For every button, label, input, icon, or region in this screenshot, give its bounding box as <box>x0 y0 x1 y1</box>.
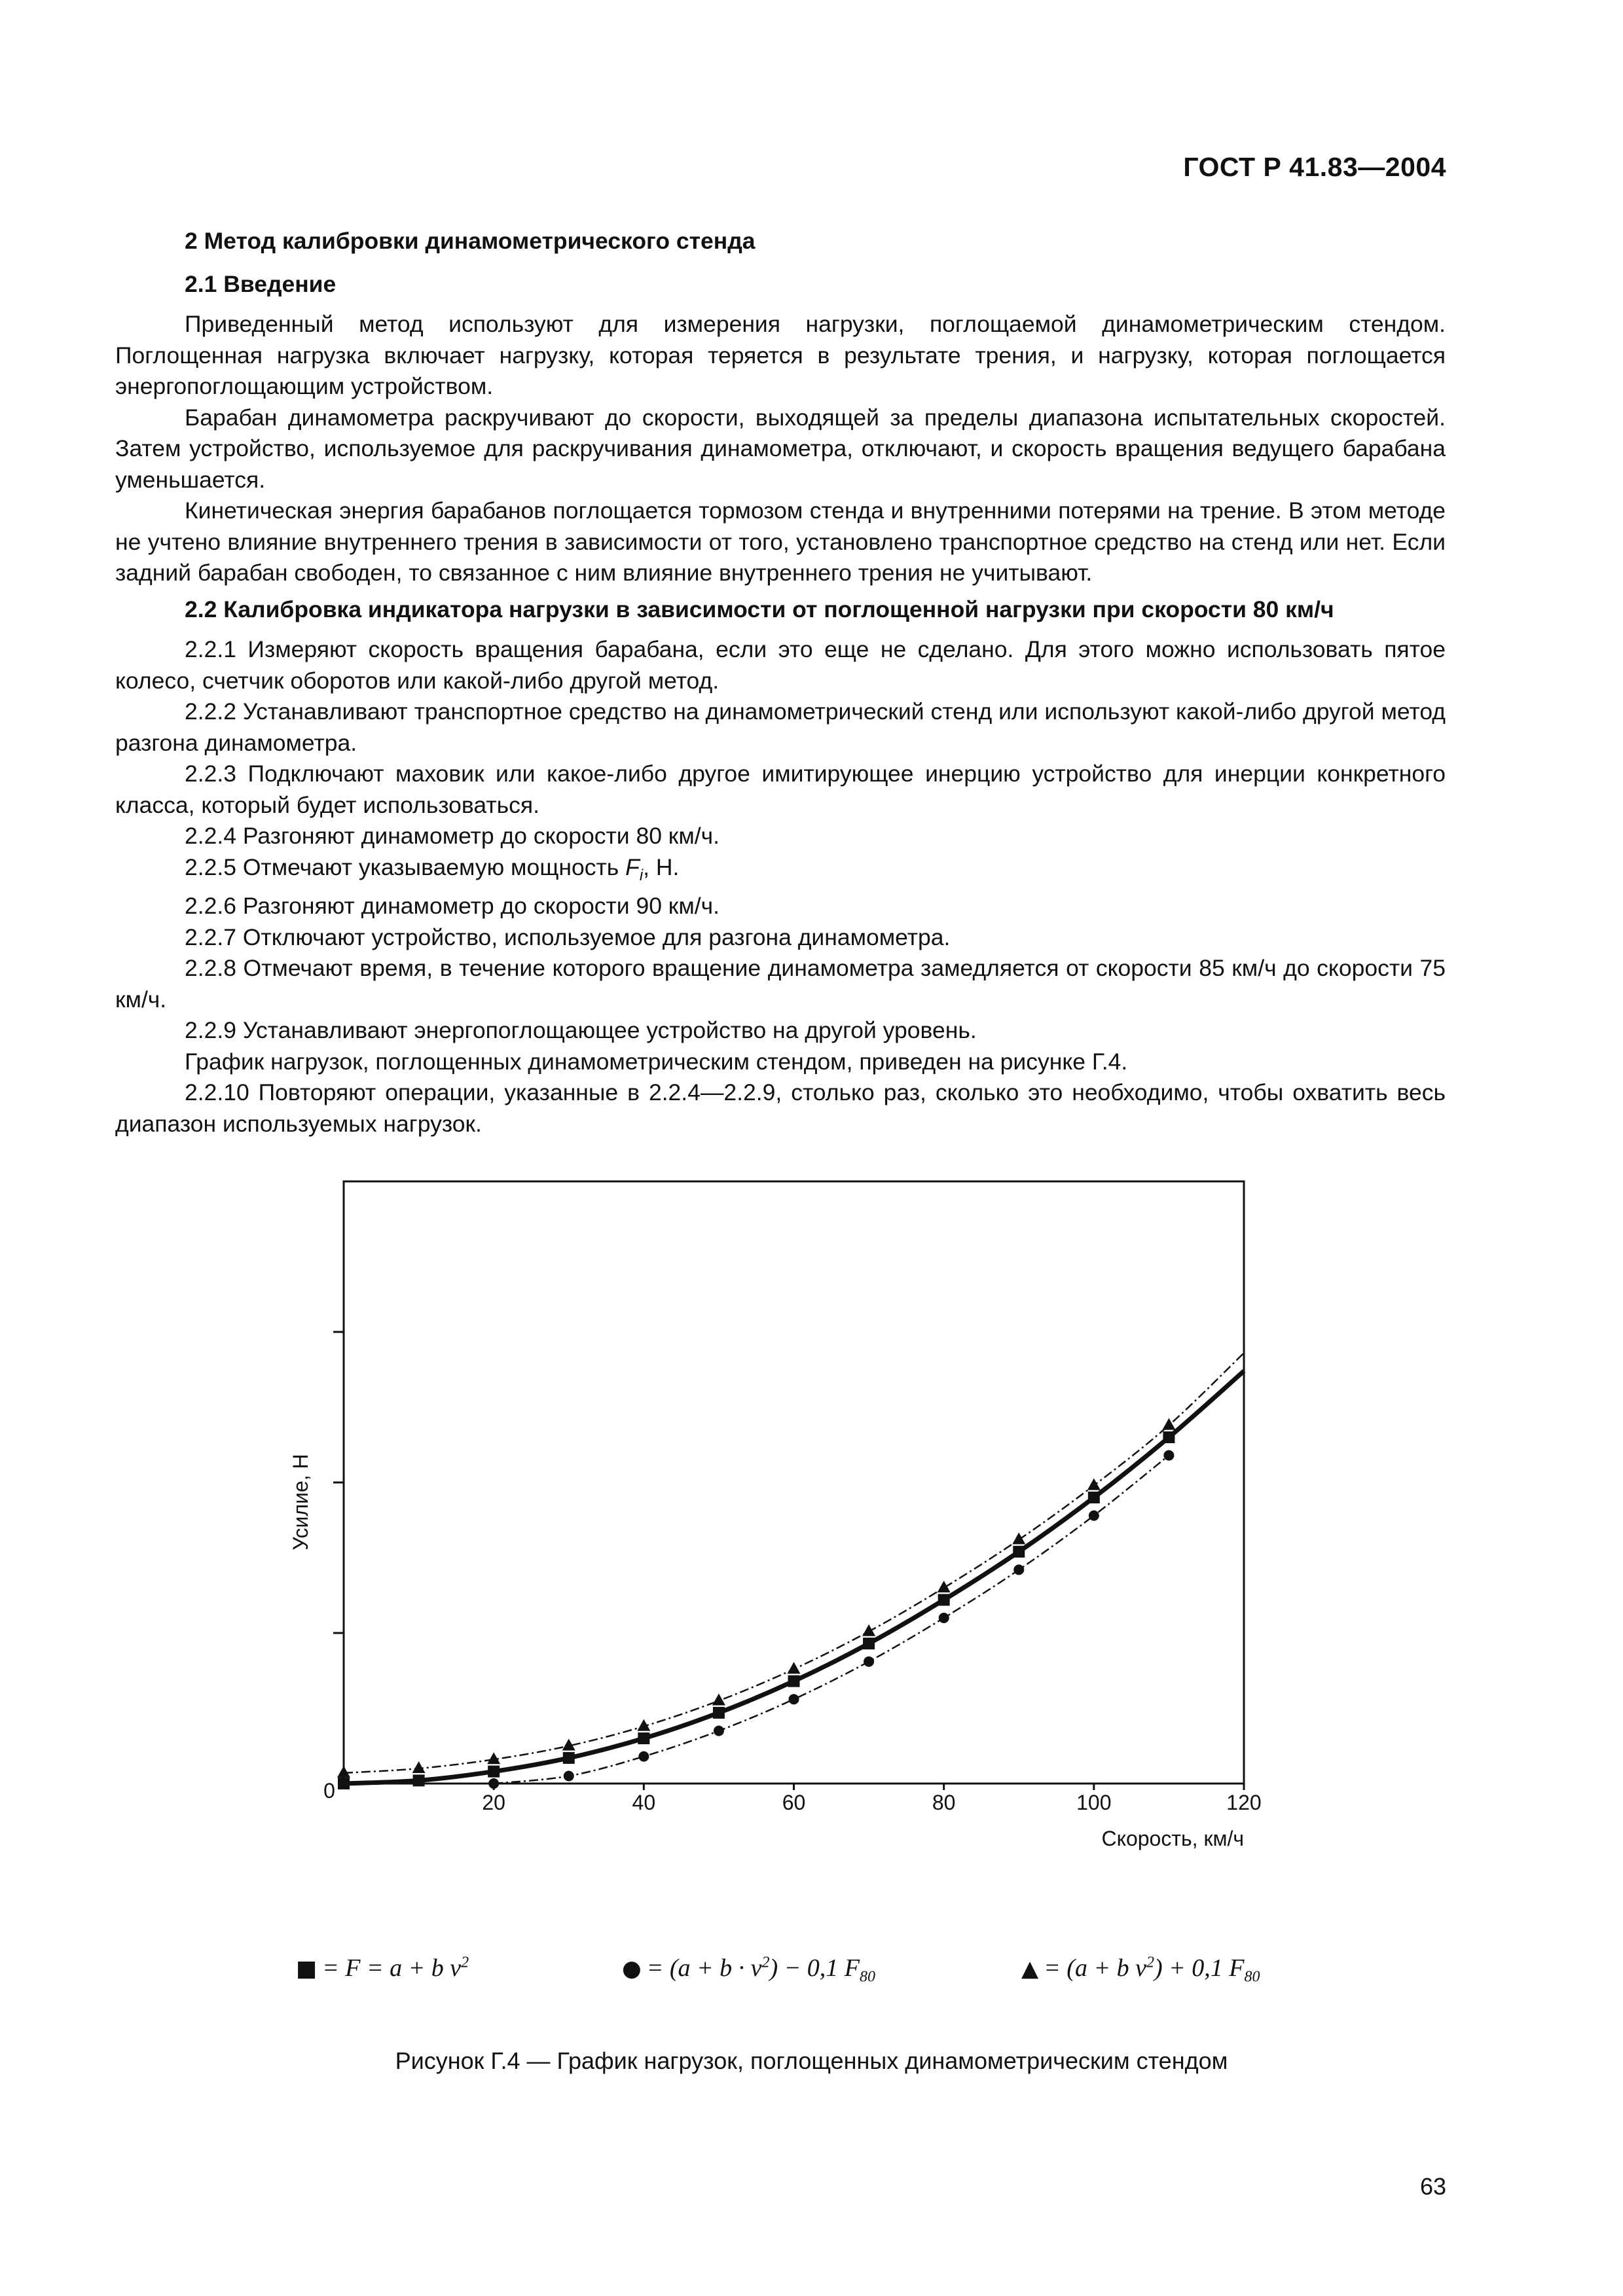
square-marker <box>488 1766 500 1778</box>
legend-superscript: 2 <box>461 1954 469 1971</box>
square-marker <box>938 1594 950 1605</box>
x-tick-label: 40 <box>632 1791 656 1814</box>
x-tick-label: 60 <box>782 1791 806 1814</box>
triangle-marker <box>938 1581 951 1592</box>
square-marker <box>1013 1546 1025 1558</box>
step-paragraph: 2.2.2 Устанавливают транспортное средство на динамометрический стенд или используют какой-либо другой метод разгона динамометра. <box>115 698 1446 756</box>
step-paragraph: 2.2.9 Устанавливают энергопоглощающее устройство на другой уровень. <box>185 1017 977 1044</box>
square-marker <box>863 1638 875 1649</box>
document-body <box>115 226 1446 1139</box>
x-tick-label: 20 <box>482 1791 505 1814</box>
triangle-marker <box>412 1761 426 1773</box>
plot-frame <box>344 1181 1244 1784</box>
circle-marker <box>1089 1511 1099 1521</box>
circle-marker <box>789 1694 799 1704</box>
triangle-marker <box>1087 1479 1101 1490</box>
step-paragraph: 2.2.1 Измеряют скорость вращения барабана, если это еще не сделано. Для этого можно использовать пятое колесо, счетчик оборотов или какой-либо другой метод. <box>115 636 1446 694</box>
triangle-marker-icon: ▲ <box>1021 1956 1039 1982</box>
x-tick-label: 100 <box>1076 1791 1112 1814</box>
step-paragraph: 2.2.7 Отключают устройство, используемое для разгона динамометра. <box>185 924 951 950</box>
paragraph: Кинетическая энергия барабанов поглощается тормозом стенда и внутренними потерями на трение. В этом методе не учтено влияние внутреннего трения в зависимости от того, установлено транспортное средство на стенд или нет. Если задний барабан свободен, то связанное с ним влияние внутреннего трения не учитывают. <box>115 497 1446 586</box>
legend-subscript: 80 <box>860 1968 875 1986</box>
square-marker <box>788 1676 800 1687</box>
triangle-marker <box>862 1624 875 1636</box>
legend-formula: ) − 0,1 F <box>769 1954 860 1982</box>
legend-formula: = F = a + b v <box>322 1954 462 1982</box>
circle-marker <box>1163 1450 1174 1461</box>
step-text: 2.2.5 Отмечают указываемую мощность <box>185 853 626 880</box>
step-text: , Н. <box>643 853 680 880</box>
x-axis-label: Скорость, км/ч <box>1101 1827 1244 1850</box>
legend-item-nominal <box>296 1954 469 1982</box>
legend-item-upper <box>1021 1954 1260 1986</box>
legend-item-lower <box>622 1954 875 1986</box>
page-number: 63 <box>1419 2173 1446 2200</box>
force-subscript: i <box>639 866 644 884</box>
circle-marker-icon: ● <box>622 1956 642 1982</box>
step-paragraph: 2.2.3 Подключают маховик или какое-либо другое имитирующее инерцию устройство для инерции конкретного класса, который будет использоваться. <box>115 761 1446 818</box>
step-paragraph: 2.2.6 Разгоняют динамометр до скорости 90 км/ч. <box>185 893 720 920</box>
triangle-marker <box>712 1694 725 1706</box>
document-code: ГОСТ Р 41.83—2004 <box>1183 152 1446 182</box>
step-paragraph: 2.2.4 Разгоняют динамометр до скорости 80 км/ч. <box>185 823 720 849</box>
x-tick-label: 80 <box>932 1791 956 1814</box>
step-paragraph: 2.2.10 Повторяют операции, указанные в 2.2.4—2.2.9, столько раз, сколько это необходимо, чтобы охватить весь диапазон используемых нагрузок. <box>115 1079 1446 1137</box>
circle-marker <box>939 1613 949 1623</box>
upper-bound-curve <box>344 1353 1244 1773</box>
square-marker <box>563 1752 575 1764</box>
square-marker <box>1088 1492 1100 1503</box>
legend-subscript: 80 <box>1244 1968 1260 1986</box>
paragraph: Барабан динамометра раскручивают до скорости, выходящей за пределы диапазона испытательных скоростей. Затем устройство, используемое для раскручивания динамометра, отключают, и скорость вращения ведущего барабана уменьшается. <box>115 404 1446 493</box>
section-title: 2 Метод калибровки динамометрического стенда <box>185 228 756 254</box>
x-tick-label: 120 <box>1226 1791 1262 1814</box>
circle-marker <box>564 1771 574 1782</box>
step-paragraph <box>115 852 1446 891</box>
nominal-curve <box>344 1371 1244 1784</box>
square-marker <box>413 1774 425 1786</box>
legend-formula: = (a + b v <box>1044 1954 1146 1982</box>
triangle-marker <box>788 1662 801 1674</box>
subsection-title-intro: 2.1 Введение <box>185 270 337 297</box>
origin-label: 0 <box>323 1779 335 1803</box>
legend-formula: ) + 0,1 F <box>1154 1954 1245 1982</box>
square-marker <box>713 1707 725 1719</box>
triangle-marker <box>337 1766 350 1778</box>
force-symbol: F <box>625 853 640 880</box>
square-marker-icon: ■ <box>296 1956 318 1982</box>
circle-marker <box>638 1751 649 1762</box>
square-marker <box>638 1732 649 1744</box>
square-marker <box>338 1778 350 1789</box>
figure-chart <box>275 1172 1270 1865</box>
circle-marker <box>714 1726 724 1736</box>
square-marker <box>1163 1431 1175 1443</box>
legend-superscript: 2 <box>761 1954 770 1971</box>
graph-note: График нагрузок, поглощенных динамометрическим стендом, приведен на рисунке Г.4. <box>185 1048 1128 1075</box>
load-chart <box>275 1172 1270 1865</box>
step-paragraph: 2.2.8 Отмечают время, в течение которого вращение динамометра замедляется от скорости 85 км/ч до скорости 75 км/ч. <box>115 955 1446 1013</box>
paragraph: Приведенный метод используют для измерения нагрузки, поглощаемой динамометрическим стендом. Поглощенная нагрузка включает нагрузку, которая теряется в результате трения, и нагрузку, которая поглощается энергопоглощающим устройством. <box>115 311 1446 399</box>
legend-superscript: 2 <box>1146 1954 1154 1971</box>
circle-marker <box>864 1657 874 1667</box>
y-axis-label: Усилие, Н <box>289 1454 312 1551</box>
figure-caption: Рисунок Г.4 — График нагрузок, поглощенных динамометрическим стендом <box>395 2047 1228 2074</box>
triangle-marker <box>1162 1418 1175 1430</box>
subsection-title-calibration: 2.2 Калибровка индикатора нагрузки в зависимости от поглощенной нагрузки при скорости 80 км/ч <box>185 596 1334 622</box>
circle-marker <box>1013 1564 1024 1575</box>
circle-marker <box>488 1778 499 1789</box>
legend-formula: = (a + b · v <box>646 1954 762 1982</box>
triangle-marker <box>1012 1532 1025 1544</box>
